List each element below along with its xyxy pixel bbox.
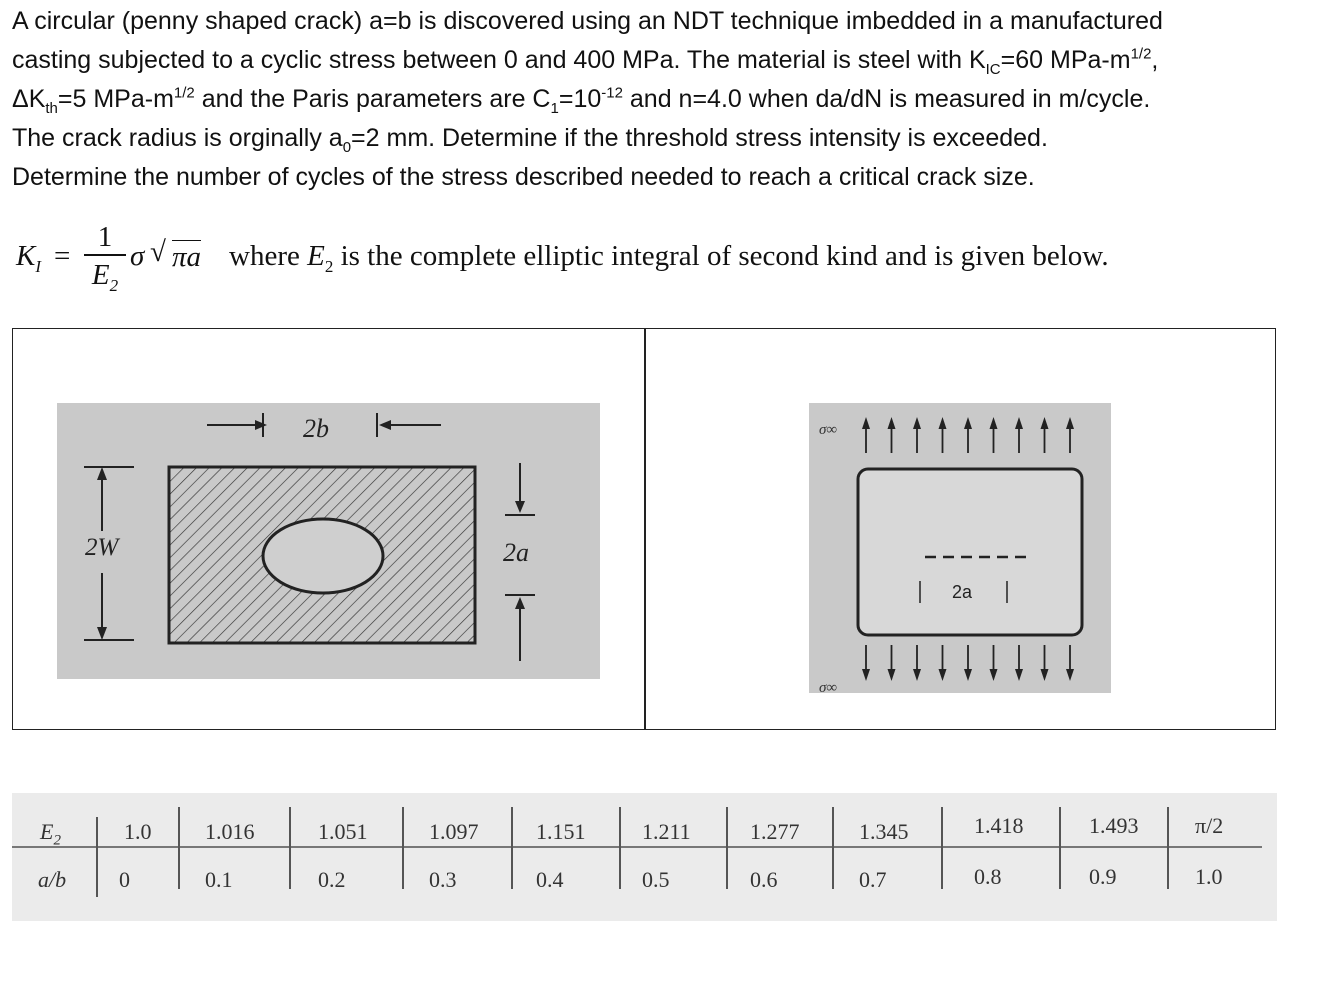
problem-line-4: The crack radius is orginally $a_0=2$ mm. Determine if the threshold stress intensity is exceeded. — [12, 124, 1048, 156]
e2-value-cell: 1.016 — [205, 819, 255, 844]
ab-value-cell: 0.9 — [1089, 864, 1117, 889]
ab-value-cell: 0.2 — [318, 867, 346, 892]
ab-value-cell: 0.1 — [205, 867, 233, 892]
fraction-bar — [84, 254, 126, 256]
table-column-separator — [941, 807, 943, 889]
row-label-e2: $E_2$ — [40, 819, 61, 849]
table-column-separator — [832, 807, 834, 889]
table-column-separator — [402, 807, 404, 889]
elliptic-integral-table — [12, 793, 1277, 921]
sqrt-symbol: √ — [150, 236, 166, 268]
row-label-ab: a/b — [38, 867, 67, 892]
label-2w: 2W — [85, 534, 119, 561]
problem-statement — [12, 2, 1332, 197]
problem-line-5: Determine the number of cycles of the stress described needed to reach a critical crack size. — [12, 163, 1035, 191]
elliptical-hole-figure — [57, 403, 600, 679]
ab-value-cell: 0.4 — [536, 867, 564, 892]
ab-value-cell: 0.3 — [429, 867, 457, 892]
label-2b: 2b — [303, 414, 329, 443]
table-column-separator — [289, 807, 291, 889]
figure-panel — [12, 328, 1276, 730]
e2-value-cell: 1.151 — [536, 819, 586, 844]
ab-value-cell: 0.7 — [859, 867, 887, 892]
e2-value-cell: 1.211 — [642, 819, 691, 844]
ab-value-cell: 0.8 — [974, 864, 1002, 889]
ab-value-cell: 0.5 — [642, 867, 670, 892]
problem-line-1: A circular (penny shaped crack) a=b is discovered using an NDT technique imbedded in a manufactured — [12, 7, 1163, 35]
table-column-separator — [726, 807, 728, 889]
body-rectangle — [858, 469, 1082, 635]
stress-intensity-formula — [14, 222, 1334, 302]
label-2a-left: 2a — [503, 538, 529, 567]
ab-value-cell: 0 — [119, 867, 130, 892]
e2-value-cell: 1.418 — [974, 813, 1024, 838]
e2-value-cell: 1.345 — [859, 819, 909, 844]
table-column-separator — [511, 807, 513, 889]
table-column-separator — [619, 807, 621, 889]
formula-fraction: 1 $E_2$ — [84, 222, 126, 292]
e2-value-cell: 1.493 — [1089, 813, 1139, 838]
table-column-separator — [1059, 807, 1061, 889]
label-2a-right: 2a — [952, 582, 973, 602]
formula-k: $K_I$ — [16, 240, 42, 276]
e2-value-cell: π/2 — [1195, 813, 1224, 838]
e2-value-cell: 1.0 — [124, 819, 152, 844]
table-column-separator — [178, 807, 180, 889]
penny-crack-figure — [809, 403, 1111, 693]
e2-value-cell: 1.277 — [750, 819, 800, 844]
problem-line-2: casting subjected to a cyclic stress between 0 and 400 MPa. The material is steel with $K_{IC}=60$ MPa-$m^{1/2}$, — [12, 45, 1159, 78]
sigma-top-label: σ∞ — [819, 422, 838, 438]
formula-equals: = — [54, 240, 71, 272]
e2-value-cell: 1.051 — [318, 819, 368, 844]
formula-sigma: σ — [130, 240, 145, 272]
table-row-divider — [12, 846, 1262, 848]
ab-value-cell: 1.0 — [1195, 864, 1223, 889]
table-column-separator — [1167, 807, 1169, 889]
elliptical-hole — [263, 519, 383, 593]
formula-description: where $E_2$ is the complete elliptic integral of second kind and is given below. — [229, 240, 1109, 276]
sigma-bottom-label: σ∞ — [819, 680, 838, 693]
table-column-separator — [96, 817, 98, 897]
e2-value-cell: 1.097 — [429, 819, 479, 844]
formula-radicand: πa — [172, 241, 202, 273]
figure-divider — [644, 329, 646, 729]
problem-line-3: $\Delta K_{th}=5$ MPa-$m^{1/2}$ and the Paris parameters are $C_1=10^{-12}$ and n=4.0 when da/dN is measured in m/cycle. — [12, 84, 1151, 117]
ab-value-cell: 0.6 — [750, 867, 778, 892]
